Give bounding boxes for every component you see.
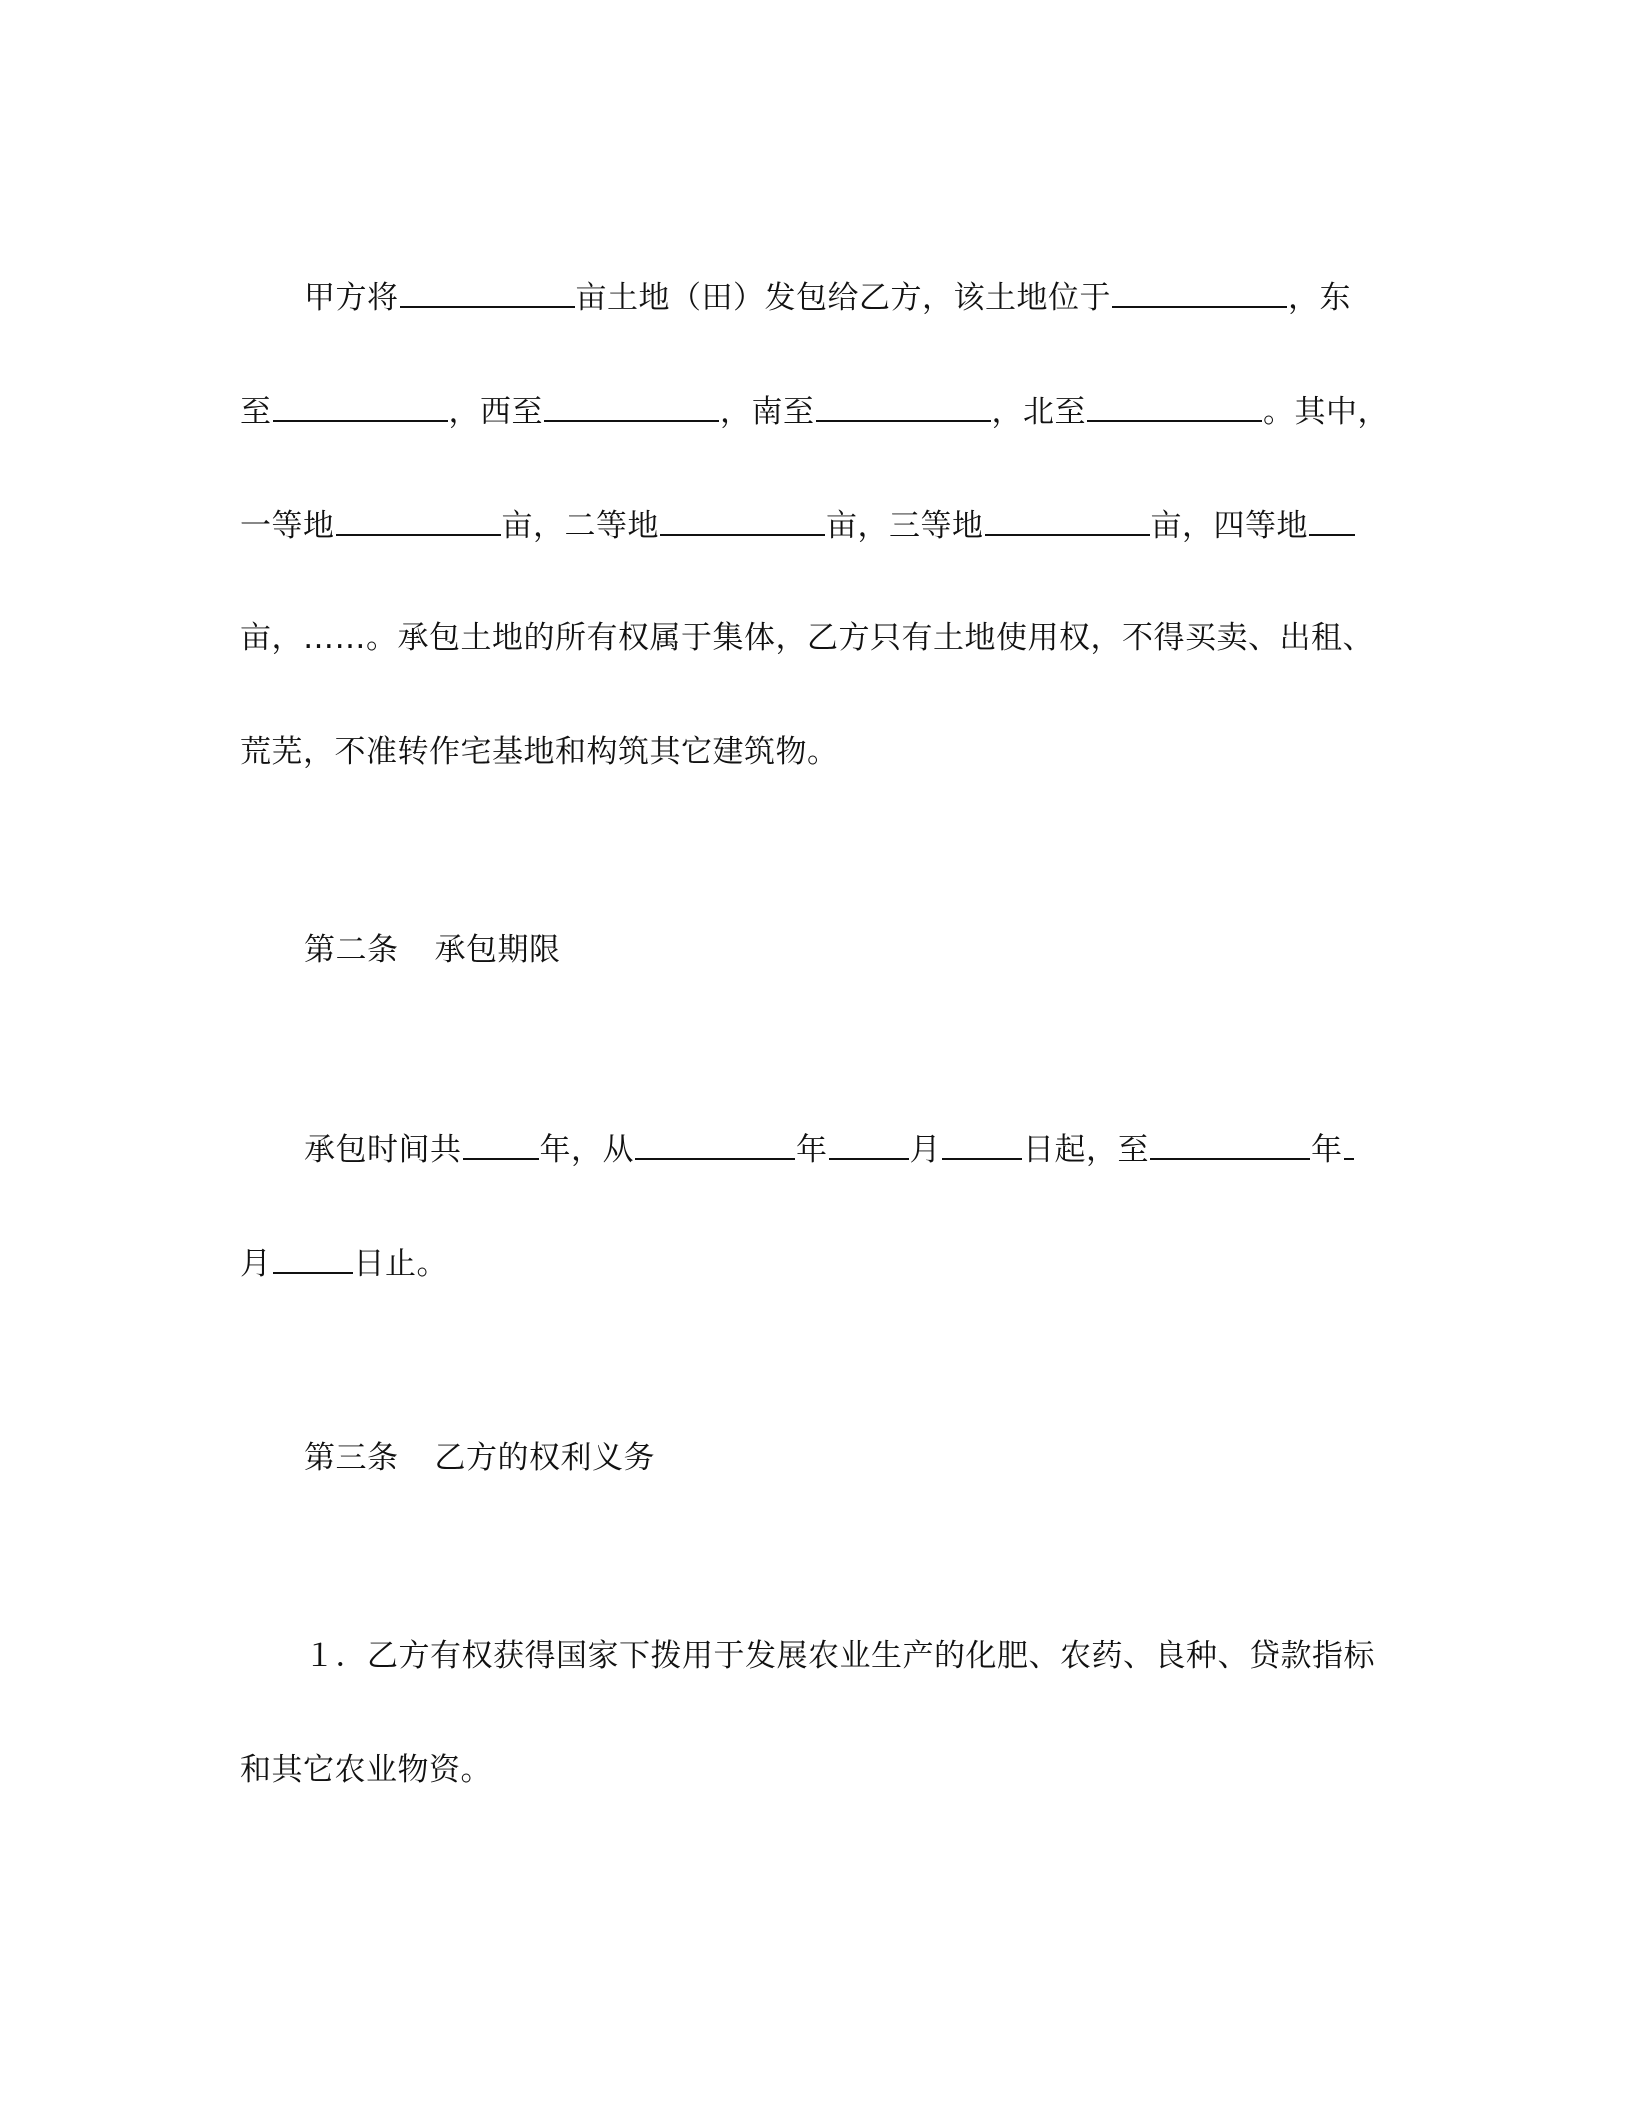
blank-field-north: [1087, 380, 1262, 422]
text: 亩土地（田）发包给乙方，该土地位于: [575, 280, 1111, 316]
text: 和其它农业物资。: [240, 1752, 492, 1788]
text: 年: [1311, 1132, 1343, 1168]
text: 一等地: [240, 508, 335, 544]
blank-field-grade-2: [660, 494, 825, 536]
article-3-heading: [304, 1428, 655, 1488]
paragraph-land-line-5: [240, 722, 839, 782]
text: 。其中，: [1263, 394, 1389, 430]
paragraph-rights-line-1: [304, 1626, 1375, 1686]
text: 亩，二等地: [501, 508, 659, 544]
blank-field-start-month: [829, 1118, 909, 1160]
article-number: 第三条: [304, 1440, 399, 1476]
blank-field-grade-3: [985, 494, 1150, 536]
blank-field-west: [544, 380, 719, 422]
article-title: 承包期限: [434, 932, 561, 968]
text: 承包时间共: [304, 1132, 462, 1168]
paragraph-land-line-1: [304, 266, 1351, 326]
text: ，东: [1288, 280, 1351, 316]
blank-field-grade-4: [1309, 494, 1355, 536]
text: 年，从: [539, 1132, 634, 1168]
paragraph-land-line-3: [240, 494, 1356, 554]
blank-field-end-year: [1150, 1118, 1310, 1160]
blank-field-grade-1: [336, 494, 501, 536]
blank-field-end-day: [273, 1232, 353, 1274]
blank-field-start-day: [942, 1118, 1022, 1160]
text: １．乙方有权获得国家下拨用于发展农业生产的化肥、农药、良种、贷款指标: [304, 1638, 1375, 1674]
article-2-heading: [304, 920, 561, 980]
article-title: 乙方的权利义务: [434, 1440, 655, 1476]
blank-field-years: [463, 1118, 539, 1160]
blank-field-location: [1112, 266, 1287, 308]
text: 日止。: [353, 1246, 448, 1282]
text: 日起，至: [1023, 1132, 1149, 1168]
blank-field-start-year: [635, 1118, 795, 1160]
text: 年: [796, 1132, 828, 1168]
paragraph-term-line-2: [240, 1232, 448, 1292]
text: 月: [909, 1132, 941, 1168]
blank-field-end-month: [1344, 1118, 1354, 1160]
blank-field-east: [273, 380, 448, 422]
text: 月: [240, 1246, 272, 1282]
paragraph-rights-line-2: [240, 1740, 492, 1800]
text: 至: [240, 394, 272, 430]
text: 亩，三等地: [826, 508, 984, 544]
text: 亩，四等地: [1150, 508, 1308, 544]
blank-field-south: [816, 380, 991, 422]
paragraph-land-line-2: [240, 380, 1389, 440]
text: ，南至: [720, 394, 815, 430]
text: ，西至: [448, 394, 543, 430]
text: 荒芜，不准转作宅基地和构筑其它建筑物。: [240, 734, 839, 770]
paragraph-term-line-1: [304, 1118, 1355, 1178]
text: ，北至: [991, 394, 1086, 430]
text: 亩，……。承包土地的所有权属于集体，乙方只有土地使用权，不得买卖、出租、: [240, 620, 1374, 656]
blank-field-area: [400, 266, 575, 308]
article-number: 第二条: [304, 932, 399, 968]
text: 甲方将: [304, 280, 399, 316]
paragraph-land-line-4: [240, 608, 1374, 668]
